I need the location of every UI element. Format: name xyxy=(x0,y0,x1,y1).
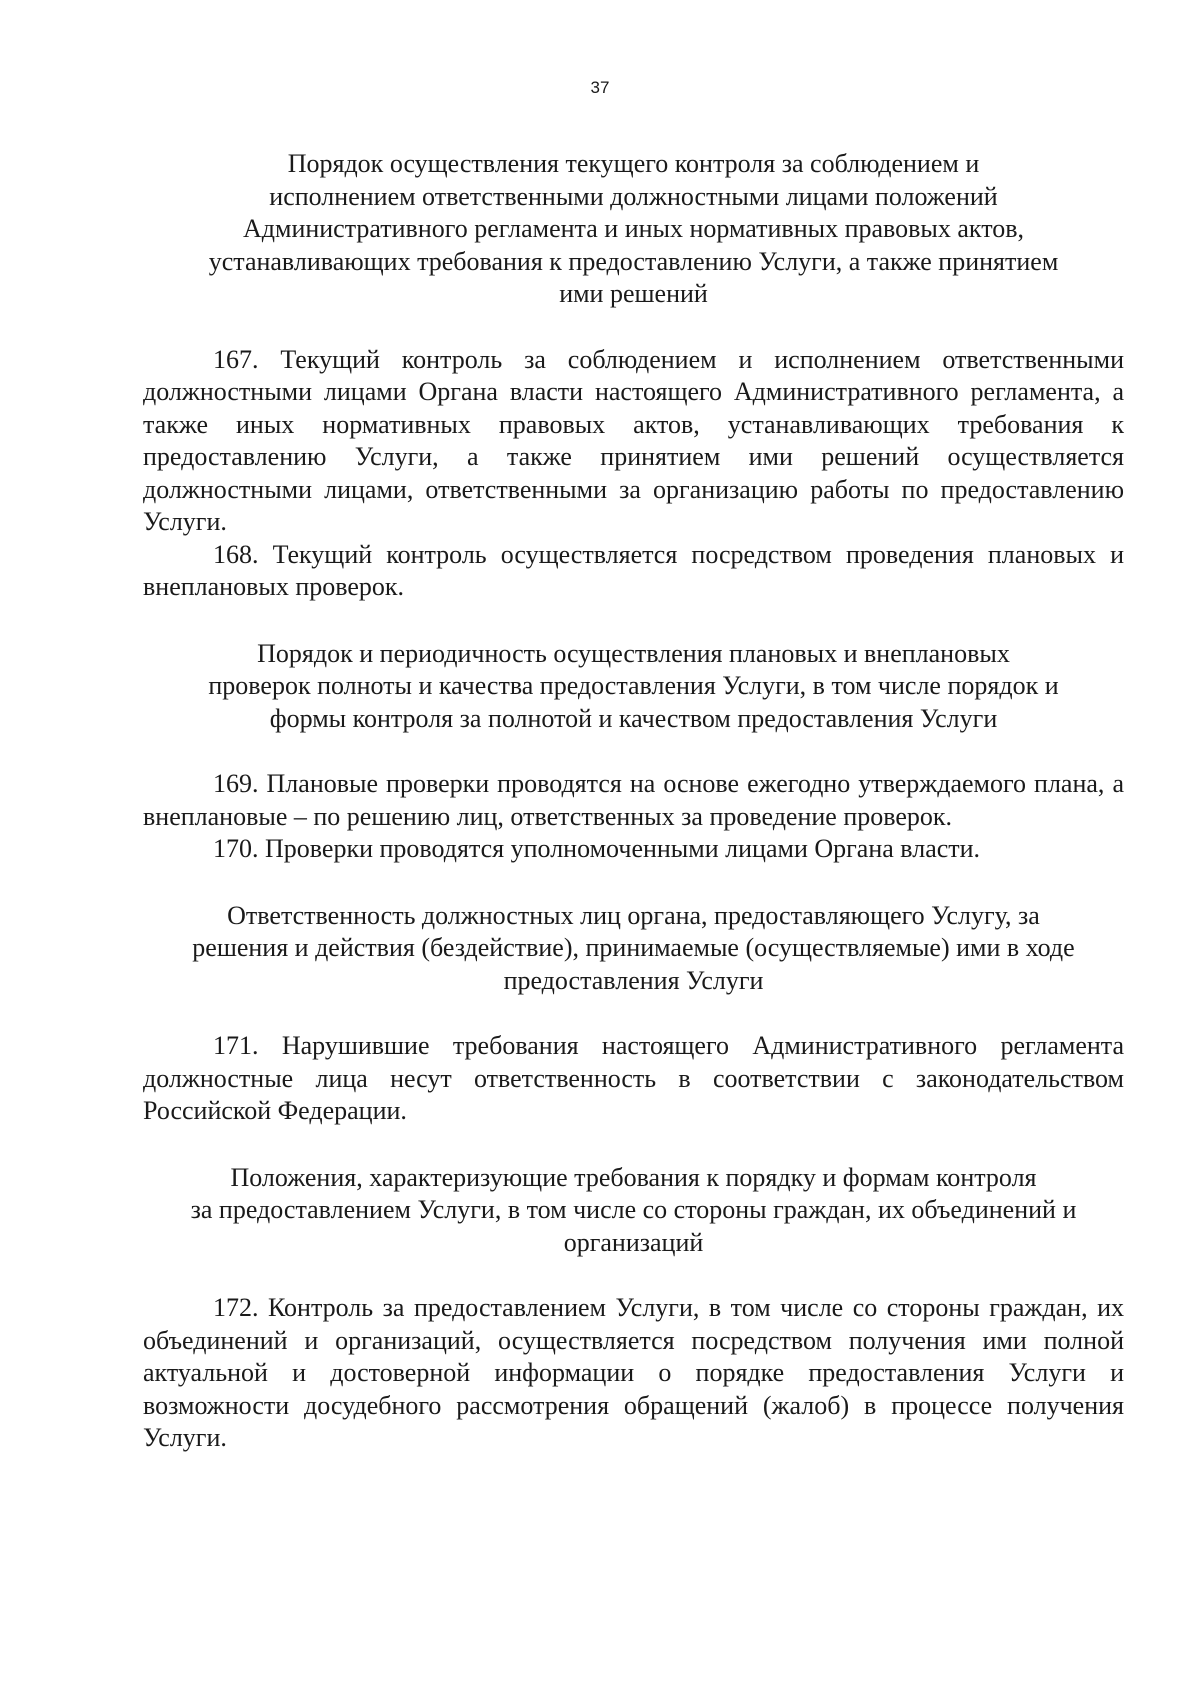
paragraph-169: 169. Плановые проверки проводятся на основе ежегодно утверждаемого плана, а внеплановые – по решению лиц, ответственных за проведение проверок. xyxy=(143,769,1124,831)
heading-line: устанавливающих требования к предоставлению Услуги, а также принятием xyxy=(208,246,1059,276)
paragraph-171: 171. Нарушившие требования настоящего Административного регламента должностные лица несут ответственность в соответствии с законодательством Российской Федерации. xyxy=(143,1031,1124,1125)
heading-line: Положения, характеризующие требования к порядку и формам контроля xyxy=(230,1162,1037,1192)
heading-line: предоставления Услуги xyxy=(503,965,764,995)
heading-line: формы контроля за полнотой и качеством предоставления Услуги xyxy=(269,703,998,733)
paragraph-170: 170. Проверки проводятся уполномоченными лицами Органа власти. xyxy=(213,834,981,863)
heading-line: ими решений xyxy=(559,279,708,308)
heading-line: проверок полноты и качества предоставления Услуги, в том числе порядок и xyxy=(208,671,1059,700)
paragraph-168: 168. Текущий контроль осуществляется посредством проведения плановых и внеплановых проверок. xyxy=(143,539,1124,601)
section-heading-responsibility xyxy=(143,900,1124,998)
paragraph-167: 167. Текущий контроль за соблюдением и исполнением ответственными должностными лицами Органа власти настоящего Административного регламента, а также иных нормативных правовых актов, устанавливающих требования к предоставлению Услуги, а также принятием ими решений осуществляется должностными лицами, ответственными за организацию работы по предоставлению Услуги. xyxy=(143,344,1124,536)
section-heading-planned-inspections xyxy=(143,638,1124,736)
heading-line: исполнением ответственными должностными лицами положений xyxy=(269,181,998,211)
heading-line: за предоставлением Услуги, в том числе со стороны граждан, их объединений и xyxy=(190,1195,1077,1224)
page-number: 37 xyxy=(590,78,610,97)
heading-line: организаций xyxy=(563,1227,704,1257)
document-body xyxy=(143,148,1124,1455)
paragraph-172: 172. Контроль за предоставлением Услуги, в том числе со стороны граждан, их объединений и организаций, осуществляется посредством получения ими полной актуальной и достоверной информации о порядке предоставления Услуги и возможности досудебного рассмотрения обращений (жалоб) в процессе получения Услуги. xyxy=(143,1293,1124,1452)
section-heading-current-control xyxy=(143,148,1124,311)
heading-line: Порядок и периодичность осуществления плановых и внеплановых xyxy=(257,638,1010,668)
heading-line: Ответственность должностных лиц органа, предоставляющего Услугу, за xyxy=(227,900,1040,930)
heading-line: Административного регламента и иных нормативных правовых актов, xyxy=(242,214,1025,243)
heading-line: решения и действия (бездействие), принимаемые (осуществляемые) ими в ходе xyxy=(192,933,1075,962)
heading-line: Порядок осуществления текущего контроля за соблюдением и xyxy=(287,149,980,178)
section-heading-control-provisions xyxy=(143,1162,1124,1260)
